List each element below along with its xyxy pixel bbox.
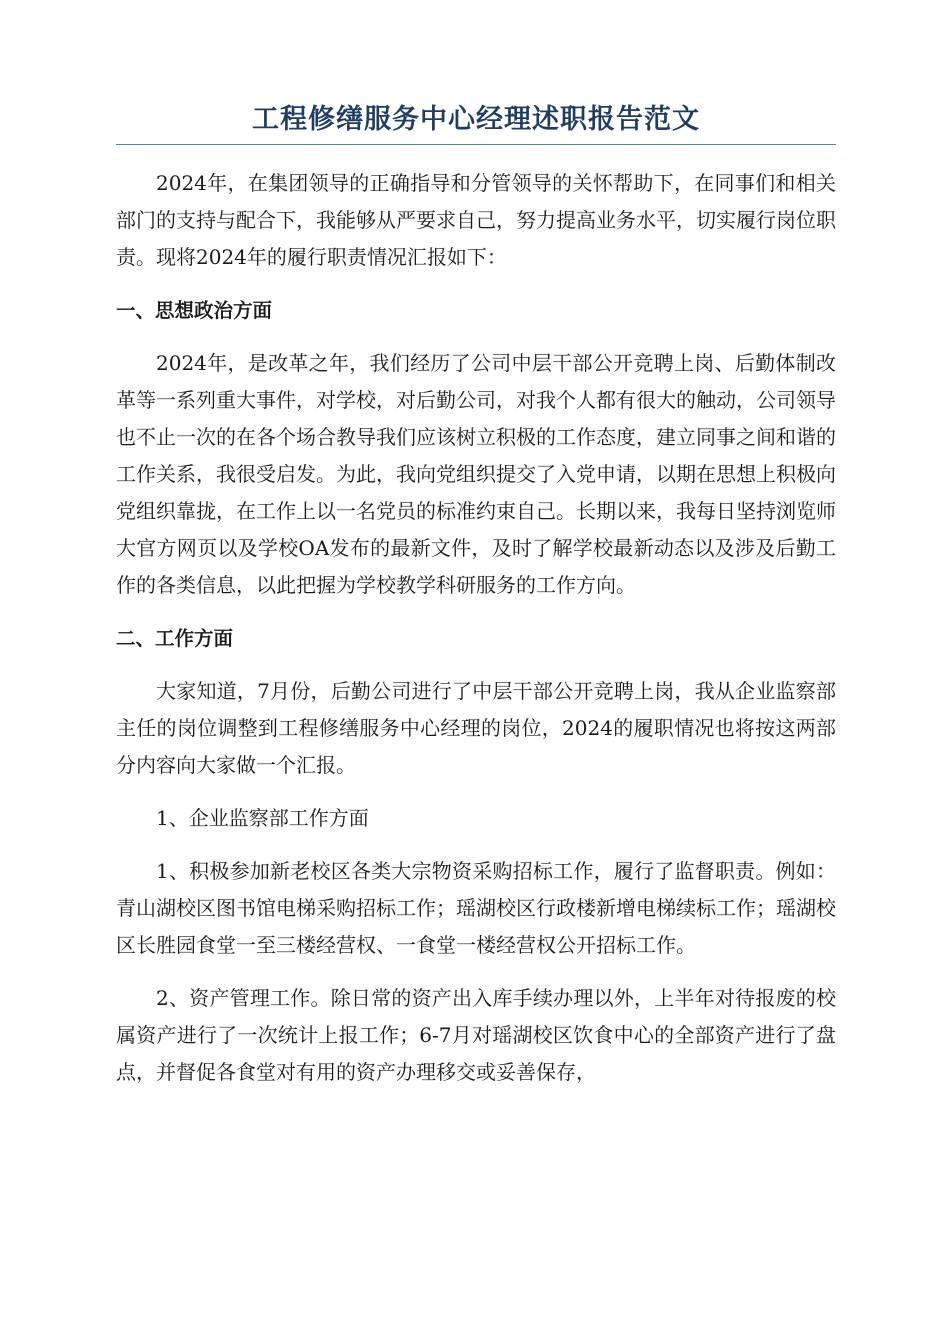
section-heading-work: 二、工作方面 xyxy=(116,627,234,650)
list-item: 1、积极参加新老校区各类大宗物资采购招标工作，履行了监督职责。例如：青山湖校区图书馆电梯采购招标工作；瑶湖校区行政楼新增电梯续标工作；瑶湖校区长胜园食堂一至三楼经营权、一食堂一楼经营权公开招标工作。 xyxy=(116,859,836,957)
document-title: 工程修缮服务中心经理述职报告范文 xyxy=(116,100,836,145)
section-work-paragraph: 大家知道，7月份，后勤公司进行了中层干部公开竞聘上岗，我从企业监察部主任的岗位调整到工程修缮服务中心经理的岗位，2024的履职情况也将按这两部分内容向大家做一个汇报。 xyxy=(116,679,836,777)
document-page xyxy=(116,100,836,1091)
section-heading-political: 一、思想政治方面 xyxy=(116,299,273,322)
section-political-paragraph: 2024年，是改革之年，我们经历了公司中层干部公开竞聘上岗、后勤体制改革等一系列重大事件，对学校，对后勤公司，对我个人都有很大的触动，公司领导也不止一次的在各个场合教导我们应该树立积极的工作态度，建立同事之间和谐的工作关系，我很受启发。为此，我向党组织提交了入党申请，以期在思想上积极向党组织靠拢，在工作上以一名党员的标准约束自己。长期以来，我每日坚持浏览师大官方网页以及学校OA发布的最新文件，及时了解学校最新动态以及涉及后勤工作的各类信息，以此把握为学校教学科研服务的工作方向。 xyxy=(116,351,836,597)
list-item: 2、资产管理工作。除日常的资产出入库手续办理以外，上半年对待报废的校属资产进行了一次统计上报工作；6-7月对瑶湖校区饮食中心的全部资产进行了盘点，并督促各食堂对有用的资产办理移交或妥善保存， xyxy=(116,986,836,1084)
subsection-heading-supervision: 1、企业监察部工作方面 xyxy=(156,806,369,830)
intro-paragraph: 2024年，在集团领导的正确指导和分管领导的关怀帮助下，在同事们和相关部门的支持与配合下，我能够从严要求自己，努力提高业务水平，切实履行岗位职责。现将2024年的履行职责情况汇报如下： xyxy=(116,171,836,269)
